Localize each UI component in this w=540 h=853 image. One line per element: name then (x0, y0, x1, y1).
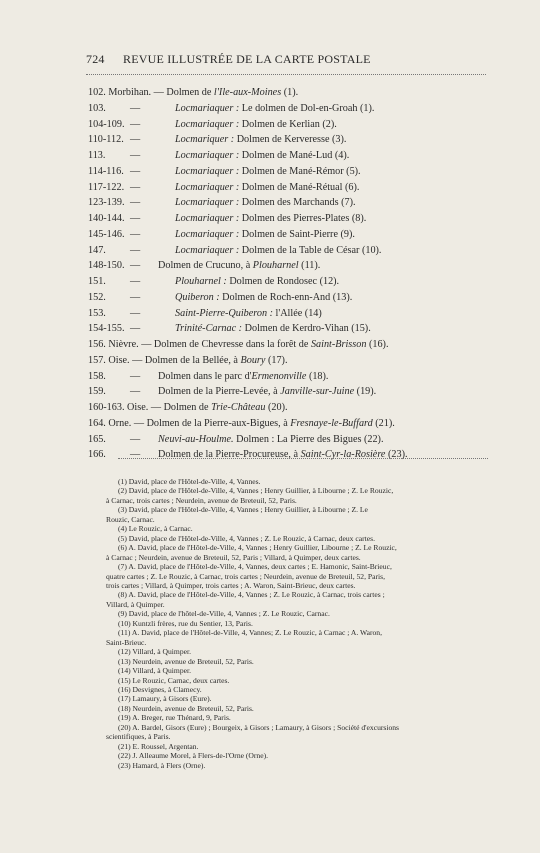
footnote-line (106, 600, 492, 609)
entry-desc: Dolmen de la Pierre-Levée, à (158, 386, 281, 398)
entry-number: 156. Nièvre. (88, 339, 142, 350)
footnote-text: (3) David, place de l'Hôtel-de-Ville, 4, Vannes ; Henry Guillier, à Libourne ; Z. Le (118, 505, 368, 515)
header-rule (86, 74, 486, 75)
list-entry (88, 166, 508, 182)
footnote-text: Rouzic, Carnac. (106, 514, 155, 524)
entry-dash: — (130, 165, 141, 177)
entry-place: Locmariaquer : (175, 118, 240, 130)
entry-dash: — (133, 417, 147, 429)
entry-place: Locmariaquer : (175, 228, 240, 240)
entry-number: 123-139. (88, 197, 125, 209)
entry-dash: — (130, 370, 141, 382)
entry-place: Saint-Cyr-la-Rosière (300, 449, 386, 461)
entry-desc: Dolmen de (166, 87, 214, 98)
list-entry (88, 308, 508, 324)
entry-dash: — (130, 323, 141, 335)
entry-line (88, 87, 298, 98)
footnote-line (112, 590, 492, 599)
footnote-line (112, 666, 492, 675)
entry-place: Plouharnel : (175, 276, 227, 287)
entry-text (175, 103, 374, 114)
footnote-text: à Carnac, trois cartes ; Neurdein, avenue de Breteuil, 52, Paris. (106, 495, 297, 505)
footnote-text: (17) Lamaury, à Gisors (Eure). (118, 694, 212, 704)
list-entry (88, 355, 508, 371)
footnote-line (112, 723, 492, 732)
entry-number: 159. (88, 386, 106, 398)
entry-note-ref: Dolmen de Saint-Pierre (9). (239, 228, 355, 240)
entry-text (175, 119, 337, 130)
entry-number: 157. Oise. (88, 354, 133, 366)
list-entry (88, 229, 508, 245)
list-entry (88, 292, 508, 308)
footnote-text: (5) David, place de l'Hôtel-de-Ville, 4, Vannes ; Z. Le Rouzic, à Carnac, deux cartes. (118, 533, 375, 543)
entry-desc: Dolmen de (163, 402, 212, 413)
footnote-line (112, 562, 492, 571)
footnote-line (112, 704, 492, 713)
entry-note-ref: (19). (354, 386, 377, 398)
entry-number: 153. (88, 307, 106, 319)
entry-dash: — (130, 386, 141, 398)
entry-dash: — (132, 354, 145, 366)
footnote-line (112, 619, 492, 628)
entry-number: 104-109. (88, 118, 125, 130)
footnote-text: (11) A. David, place de l'Hôtel-de-Ville, 4, Vannes; Z. Le Rouzic, à Carnac ; A. Waron, (118, 628, 382, 638)
entry-text (175, 150, 349, 161)
entry-place: Saint-Pierre-Quiberon : (175, 307, 273, 319)
entry-number: 147. (88, 244, 106, 256)
list-entry (88, 245, 508, 261)
entry-text (175, 213, 366, 224)
footnote-text: (12) Villard, à Quimper. (118, 647, 192, 657)
entry-number: 140-144. (88, 213, 125, 224)
running-title: REVUE ILLUSTRÉE DE LA CARTE POSTALE (123, 52, 371, 66)
entry-place: Quiberon : (175, 291, 220, 303)
entry-text (158, 260, 320, 271)
footnote-text: Saint-Brieuc. (106, 637, 147, 647)
entry-place: Trie-Château (211, 402, 266, 413)
footnote-line (112, 486, 492, 495)
entry-text (175, 134, 346, 145)
footnote-text: (2) David, place de l'Hôtel-de-Ville, 4, Vannes ; Henry Guillier, à Libourne ; Z. Le Rouzic, (118, 486, 394, 496)
footnote-text: (6) A. David, place de l'Hôtel-de-Ville, 4, Vannes ; Henry Guillier, Libourne ; Z. Le Rouzic, (118, 543, 397, 553)
entry-note-ref: Dolmen de Mané-Rémor (5). (239, 165, 361, 177)
entry-text (175, 166, 361, 177)
entry-place: Locmariaquer : (175, 102, 240, 114)
entry-number: 103. (88, 102, 106, 114)
footnote-text: Villard, à Quimper. (106, 599, 165, 609)
entry-note-ref: Dolmen : La Pierre des Bigues (22). (233, 433, 384, 445)
footnote-line (112, 543, 492, 552)
footnote-text: (9) David, place de l'hôtel-de-Ville, 4, Vannes ; Z. Le Rouzic, Carnac. (118, 609, 330, 619)
entry-text (175, 245, 381, 256)
entry-text (158, 434, 384, 445)
page-number: 724 (86, 52, 105, 66)
footnote-line (106, 496, 492, 505)
entry-note-ref: Dolmen des Marchands (7). (239, 197, 356, 209)
entry-line (88, 418, 395, 429)
entry-place: Boury (240, 354, 266, 366)
entry-number: 151. (88, 276, 106, 287)
entry-number: 114-116. (88, 165, 124, 177)
footnote-rule (118, 458, 488, 459)
entry-place: Locmariaquer : (175, 213, 240, 224)
entry-note-ref: Le dolmen de Dol-en-Groah (1). (239, 102, 375, 114)
entry-number: 154-155. (88, 323, 125, 335)
footnote-line (112, 713, 492, 722)
list-entry (88, 213, 508, 229)
entry-dash: — (130, 244, 141, 256)
footnote-line (106, 581, 492, 590)
list-entry (88, 402, 508, 418)
entry-text (175, 308, 322, 319)
entry-place: Janville-sur-Juine (280, 386, 355, 398)
entry-number: 166. (88, 449, 106, 461)
footnote-line (106, 553, 492, 562)
footnote-text: scientifiques, à Paris. (106, 732, 171, 742)
entry-number: 117-122. (88, 181, 125, 193)
entry-number: 152. (88, 291, 106, 303)
entry-note-ref: Dolmen de Mané-Rétual (6). (239, 181, 360, 193)
entry-note-ref: (21). (372, 417, 395, 429)
entry-note-ref: Dolmen de la Table de César (10). (239, 244, 382, 256)
entry-number: 113. (88, 150, 106, 161)
entry-number: 165. (88, 433, 106, 445)
footnote-text: (13) Neurdein, avenue de Breteuil, 52, Paris. (118, 656, 254, 666)
list-entry (88, 197, 508, 213)
list-entry (88, 386, 508, 402)
footnote-line (106, 572, 492, 581)
entry-place: Trinité-Carnac : (175, 323, 243, 335)
entry-dash: — (153, 87, 167, 98)
list-entry (88, 103, 508, 119)
entry-dash: — (141, 339, 154, 350)
entry-desc: Dolmen de la Pierre-Procureuse, à (158, 449, 301, 461)
footnote-text: (10) Kuntzli frères, rue du Sentier, 13, Paris. (118, 618, 253, 628)
entry-note-ref: Dolmen de Kerlian (2). (239, 118, 337, 130)
entry-desc: Dolmen de Crucuno, à (158, 260, 253, 272)
entry-number: 160-163. Oise. (88, 402, 151, 413)
entry-dash: — (130, 102, 141, 114)
entry-place: Locmariaquer : (175, 197, 240, 209)
footnote-line (112, 685, 492, 694)
footnote-text: trois cartes ; Villard, à Quimper, trois cartes ; A. Waron, Saint-Brieuc, deux cartes. (106, 580, 356, 590)
entry-note-ref: Dolmen de Kerveresse (3). (234, 134, 347, 146)
entry-note-ref: Dolmen de Rondosec (12). (226, 276, 340, 287)
footnote-line (112, 524, 492, 533)
entry-place: Neuvi-au-Houlme. (158, 433, 234, 445)
footnote-text: (21) E. Roussel, Argentan. (118, 741, 199, 751)
entry-note-ref: (16). (366, 339, 389, 350)
list-entry (88, 260, 508, 276)
entry-dash: — (130, 118, 141, 130)
entry-desc: Dolmen de la Pierre-aux-Bigues, à (146, 417, 291, 429)
footnote-text: (14) Villard, à Quimper. (118, 666, 192, 676)
entry-number: 158. (88, 370, 106, 382)
footnote-text: (16) Desvignes, à Clamecy. (118, 684, 202, 694)
list-entry (88, 182, 508, 198)
entry-text (175, 229, 355, 240)
entry-place: Plouharnel (252, 260, 299, 272)
footnote-line (112, 676, 492, 685)
entry-number: 148-150. (88, 260, 125, 272)
entry-dash: — (130, 228, 141, 240)
footnotes (106, 477, 492, 770)
footnote-text: (20) A. Bardel, Gisors (Eure) ; Bourgeix, à Gisors ; Lamaury, à Gisors ; Société d'excursions (118, 722, 400, 732)
entry-note-ref: Dolmen de Roch-enn-And (13). (219, 291, 353, 303)
footnote-line (112, 534, 492, 543)
entry-note-ref: (17). (265, 354, 288, 366)
footnote-text: à Carnac ; Neurdein, avenue de Breteuil, 52, Paris ; Villard, à Quimper, deux cartes. (106, 552, 361, 562)
entry-dash: — (150, 402, 164, 413)
entry-note-ref: (11). (298, 260, 321, 272)
footnote-line (112, 609, 492, 618)
dolmen-list (88, 87, 508, 465)
entry-desc: Dolmen de la Bellée, à (144, 354, 241, 366)
list-entry (88, 323, 508, 339)
entry-line (88, 402, 288, 413)
entry-text (175, 323, 371, 334)
entry-text (175, 292, 352, 303)
entry-desc: Dolmen de Chevresse dans la forêt de (153, 339, 311, 350)
entry-text (175, 182, 359, 193)
entry-desc: Dolmen dans le parc d' (158, 370, 252, 382)
entry-text (158, 386, 376, 397)
footnote-line (112, 694, 492, 703)
entry-dash: — (130, 181, 141, 193)
entry-note-ref: (20). (265, 402, 288, 413)
entry-place: Locmariaquer : (175, 181, 240, 193)
footnote-text: quatre cartes ; Z. Le Rouzic, à Carnac, trois cartes ; Neurdein, avenue de Breteuil, 52, Paris, (106, 571, 385, 581)
entry-note-ref: Dolmen des Pierres-Plates (8). (239, 213, 367, 224)
list-entry (88, 339, 508, 355)
entry-dash: — (130, 291, 141, 303)
footnote-line (106, 732, 492, 741)
footnote-line (112, 647, 492, 656)
entry-note-ref: Dolmen de Kerdro-Vihan (15). (242, 323, 371, 335)
footnote-text: (15) Le Rouzic, Carnac, deux cartes. (118, 675, 230, 685)
footnote-line (112, 761, 492, 770)
list-entry (88, 371, 508, 387)
entry-note-ref: (1). (281, 87, 299, 98)
entry-place: Fresnaye-le-Buffard (290, 417, 373, 429)
list-entry (88, 150, 508, 166)
footnote-line (106, 638, 492, 647)
footnote-line (112, 751, 492, 760)
entry-dash: — (130, 134, 141, 146)
footnote-line (112, 505, 492, 514)
list-entry (88, 87, 508, 103)
entry-number: 102. Morbihan. (88, 87, 154, 98)
entry-place: Locmariquer : (175, 134, 235, 146)
entry-dash: — (130, 213, 141, 224)
entry-dash: — (130, 197, 141, 209)
list-entry (88, 434, 508, 450)
entry-number: 145-146. (88, 228, 125, 240)
entry-line (88, 355, 288, 366)
entry-dash: — (130, 307, 141, 319)
entry-note-ref: l'Allée (14) (272, 307, 322, 319)
entry-place: l'Ile-aux-Moines (213, 87, 282, 98)
entry-dash: — (130, 433, 141, 445)
entry-note-ref: (23). (385, 449, 408, 461)
footnote-text: (8) A. David, place de l'Hôtel-de-Ville, 4, Vannes ; Z. Le Rouzic, à Carnac, trois cartes ; (118, 590, 385, 600)
list-entry (88, 418, 508, 434)
footnote-text: (19) A. Breger, rue Thénard, 9, Paris. (118, 713, 231, 723)
entry-place: Locmariaquer : (175, 165, 240, 177)
entry-place: Locmariaquer : (175, 150, 240, 161)
entry-place: Saint-Brisson (310, 339, 367, 350)
footnote-line (112, 628, 492, 637)
entry-note-ref: Dolmen de Mané-Lud (4). (239, 150, 350, 161)
entry-text (158, 371, 328, 382)
footnote-text: (4) Le Rouzic, à Carnac. (118, 524, 193, 534)
entry-number: 164. Orne. (88, 417, 134, 429)
footnote-line (112, 477, 492, 486)
entry-place: Ermenonville (251, 370, 307, 382)
entry-place: Locmariaquer : (175, 244, 240, 256)
footnote-text: (22) J. Alleaume Morel, à Flers-de-l'Orne (Orne). (118, 751, 269, 761)
list-entry (88, 134, 508, 150)
footnote-text: (18) Neurdein, avenue de Breteuil, 52, Paris. (118, 703, 254, 713)
entry-text (175, 197, 356, 208)
footnote-text: (23) Hamard, à Flers (Orne). (118, 760, 206, 770)
entry-dash: — (130, 150, 141, 161)
entry-note-ref: (18). (306, 370, 329, 382)
entry-dash: — (130, 449, 141, 461)
footnote-text: (1) David, place de l'Hôtel-de-Ville, 4, Vannes. (118, 477, 261, 486)
entry-line (88, 339, 389, 350)
entry-dash: — (130, 276, 141, 287)
entry-number: 110-112. (88, 134, 124, 146)
entry-dash: — (130, 260, 141, 272)
list-entry (88, 276, 508, 292)
footnote-line (112, 657, 492, 666)
footnote-text: (7) A. David, place de l'Hôtel-de-Ville, 4, Vannes, deux cartes ; E. Hamonic, Saint-Brieuc, (118, 562, 392, 572)
footnote-line (106, 515, 492, 524)
entry-text (175, 276, 339, 287)
list-entry (88, 119, 508, 135)
footnote-line (112, 742, 492, 751)
